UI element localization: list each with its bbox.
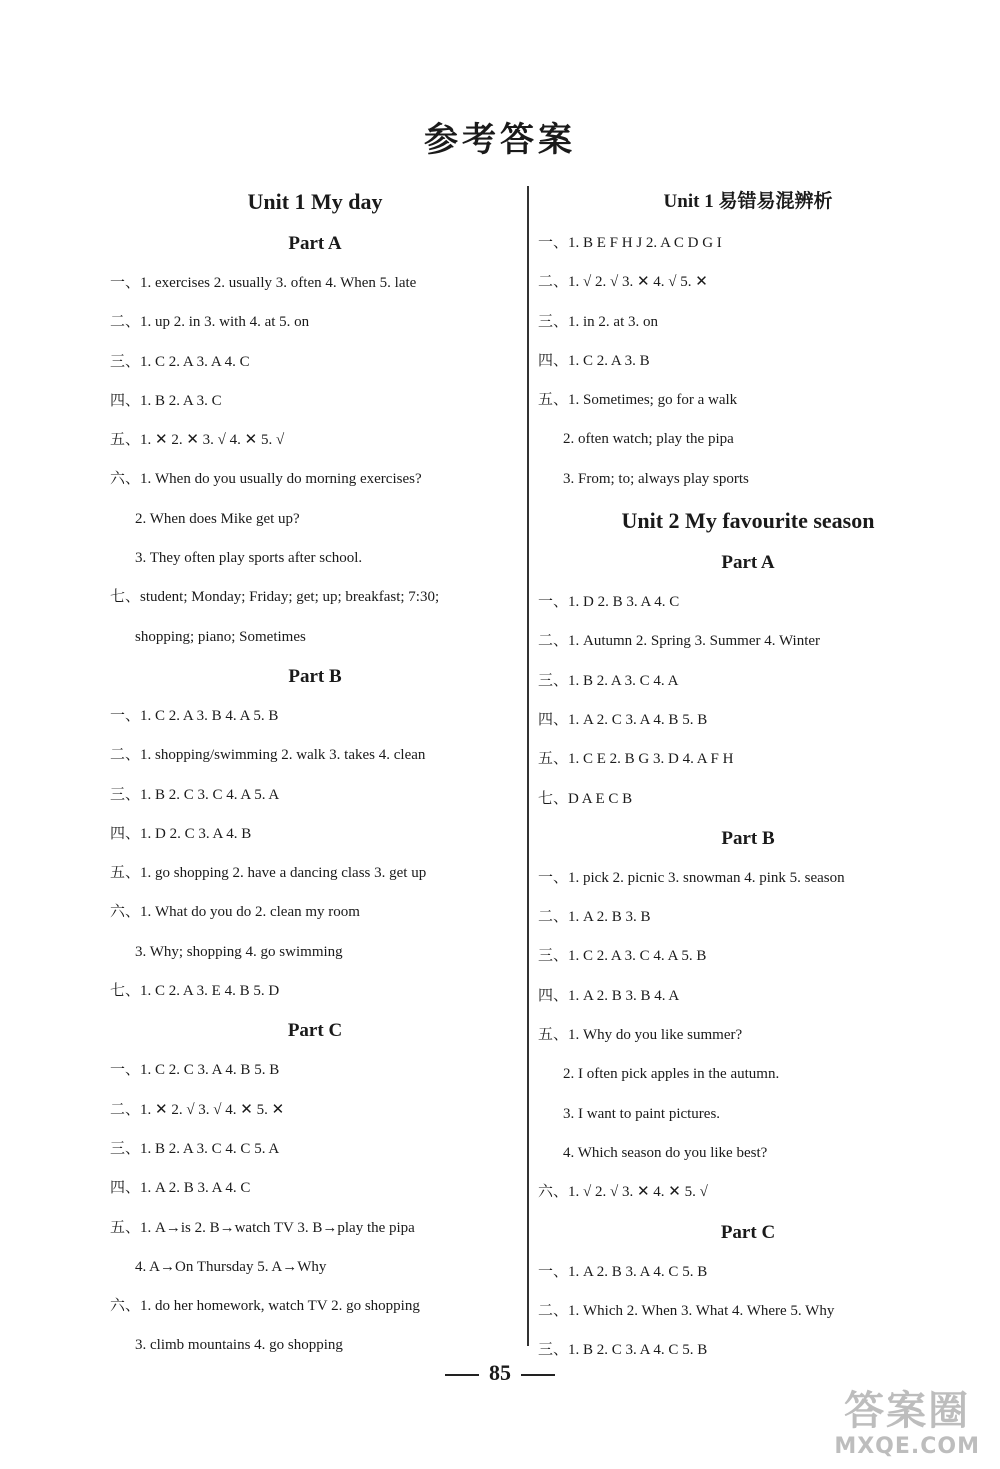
answer-line: 一、1. A 2. B 3. A 4. C 5. B [538,1263,708,1280]
unit-2-part-c-heading: Part C [720,1221,776,1243]
answer-line: 三、1. in 2. at 3. on [538,313,658,330]
answer-line: 一、1. C 2. A 3. B 4. A 5. B [110,707,279,724]
footer-dash-left [445,1374,479,1376]
answer-line: 3. From; to; always play sports [563,470,749,487]
answer-line: 五、1. ✕ 2. ✕ 3. √ 4. ✕ 5. √ [110,432,285,449]
answer-line: 六、1. do her homework, watch TV 2. go shopping [110,1298,420,1315]
unit-1-title: Unit 1 My day [247,189,383,214]
answer-line: 五、1. C E 2. B G 3. D 4. A F H [538,751,734,768]
answer-line: 六、1. What do you do 2. clean my room [110,904,360,921]
answer-line: 二、1. up 2. in 3. with 4. at 5. on [110,314,310,331]
answer-line: 一、1. exercises 2. usually 3. often 4. When 5. late [110,275,417,291]
answer-line: 三、1. B 2. A 3. C 4. A [538,672,679,689]
unit-1-mistakes-heading: Unit 1 易错易混辨析 [663,191,833,212]
unit-2-part-b-heading: Part B [721,827,775,849]
answer-line: 三、1. C 2. A 3. C 4. A 5. B [538,948,707,965]
answer-line: 一、1. D 2. B 3. A 4. C [538,594,680,611]
answer-line: 一、1. pick 2. picnic 3. snowman 4. pink 5. season [538,869,845,886]
answer-line: 4. A→On Thursday 5. A→Why [135,1258,327,1275]
answer-line: shopping; piano; Sometimes [135,628,306,645]
watermark-seal: 答案圈 [844,1388,971,1434]
answer-line: 六、1. √ 2. √ 3. ✕ 4. ✕ 5. √ [538,1184,708,1201]
unit-1-part-a-heading: Part A [288,233,342,254]
answer-line: 3. I want to paint pictures. [563,1105,721,1122]
answer-line: 四、1. A 2. C 3. A 4. B 5. B [538,711,708,728]
answer-line: 五、1. go shopping 2. have a dancing class 3. get up [110,865,427,882]
answer-line: 六、1. When do you usually do morning exercises? [110,471,422,488]
answer-line: 2. often watch; play the pipa [563,431,734,448]
unit-1-part-b-heading: Part B [288,665,342,687]
answer-line: 3. Why; shopping 4. go swimming [135,943,343,960]
answer-line: 2. I often pick apples in the autumn. [563,1066,780,1083]
answer-line: 五、1. Why do you like summer? [538,1027,743,1044]
answer-line: 四、1. D 2. C 3. A 4. B [110,825,252,842]
column-divider [527,186,529,1346]
page-number: 85 [489,1360,511,1385]
answer-line: 四、1. A 2. B 3. A 4. C [110,1180,251,1197]
unit-1-part-c-heading: Part C [287,1020,343,1042]
page-footer [0,1360,1000,1386]
right-column [538,180,958,1370]
answer-line: 3. They often play sports after school. [135,550,363,567]
answer-line: 一、1. C 2. C 3. A 4. B 5. B [110,1062,280,1079]
page-title: 参考答案 [424,120,576,160]
answer-line: 五、1. A→is 2. B→watch TV 3. B→play the pipa [110,1219,415,1236]
answer-line: 五、1. Sometimes; go for a walk [538,392,738,409]
answer-line: 四、1. A 2. B 3. B 4. A [538,987,680,1004]
answer-line: 二、1. A 2. B 3. B [538,909,651,926]
unit-2-title: Unit 2 My favourite season [621,508,875,534]
answer-line: 七、D A E C B [538,790,633,807]
watermark-url: MXQE.COM [834,1434,980,1459]
unit-2-part-a-heading: Part A [721,552,775,574]
answer-line: 三、1. B 2. A 3. C 4. C 5. A [110,1140,280,1157]
answer-line: 三、1. B 2. C 3. C 4. A 5. A [110,786,280,803]
watermark-logo [834,1388,980,1459]
answer-line: 一、1. B E F H J 2. A C D G I [538,235,722,251]
answer-line: 4. Which season do you like best? [563,1144,768,1161]
answer-line: 二、1. √ 2. √ 3. ✕ 4. √ 5. ✕ [538,274,708,291]
answer-line: 2. When does Mike get up? [135,510,300,527]
answer-line: 四、1. C 2. A 3. B [538,352,650,369]
answer-line: 三、1. C 2. A 3. A 4. C [110,353,250,370]
answer-line: 七、1. C 2. A 3. E 4. B 5. D [110,983,280,1000]
answer-line: 四、1. B 2. A 3. C [110,392,222,409]
left-column [110,180,520,1366]
answer-line: 二、1. Which 2. When 3. What 4. Where 5. Why [538,1302,835,1319]
answer-line: 3. climb mountains 4. go shopping [135,1337,343,1354]
answer-line: 七、student; Monday; Friday; get; up; breakfast; 7:30; [110,589,440,606]
answer-line: 二、1. Autumn 2. Spring 3. Summer 4. Winter [538,633,821,650]
answer-line: 二、1. ✕ 2. √ 3. √ 4. ✕ 5. ✕ [110,1101,285,1118]
answer-line: 二、1. shopping/swimming 2. walk 3. takes 4. clean [110,747,426,764]
footer-dash-right [521,1374,555,1376]
answer-line: 三、1. B 2. C 3. A 4. C 5. B [538,1342,708,1359]
